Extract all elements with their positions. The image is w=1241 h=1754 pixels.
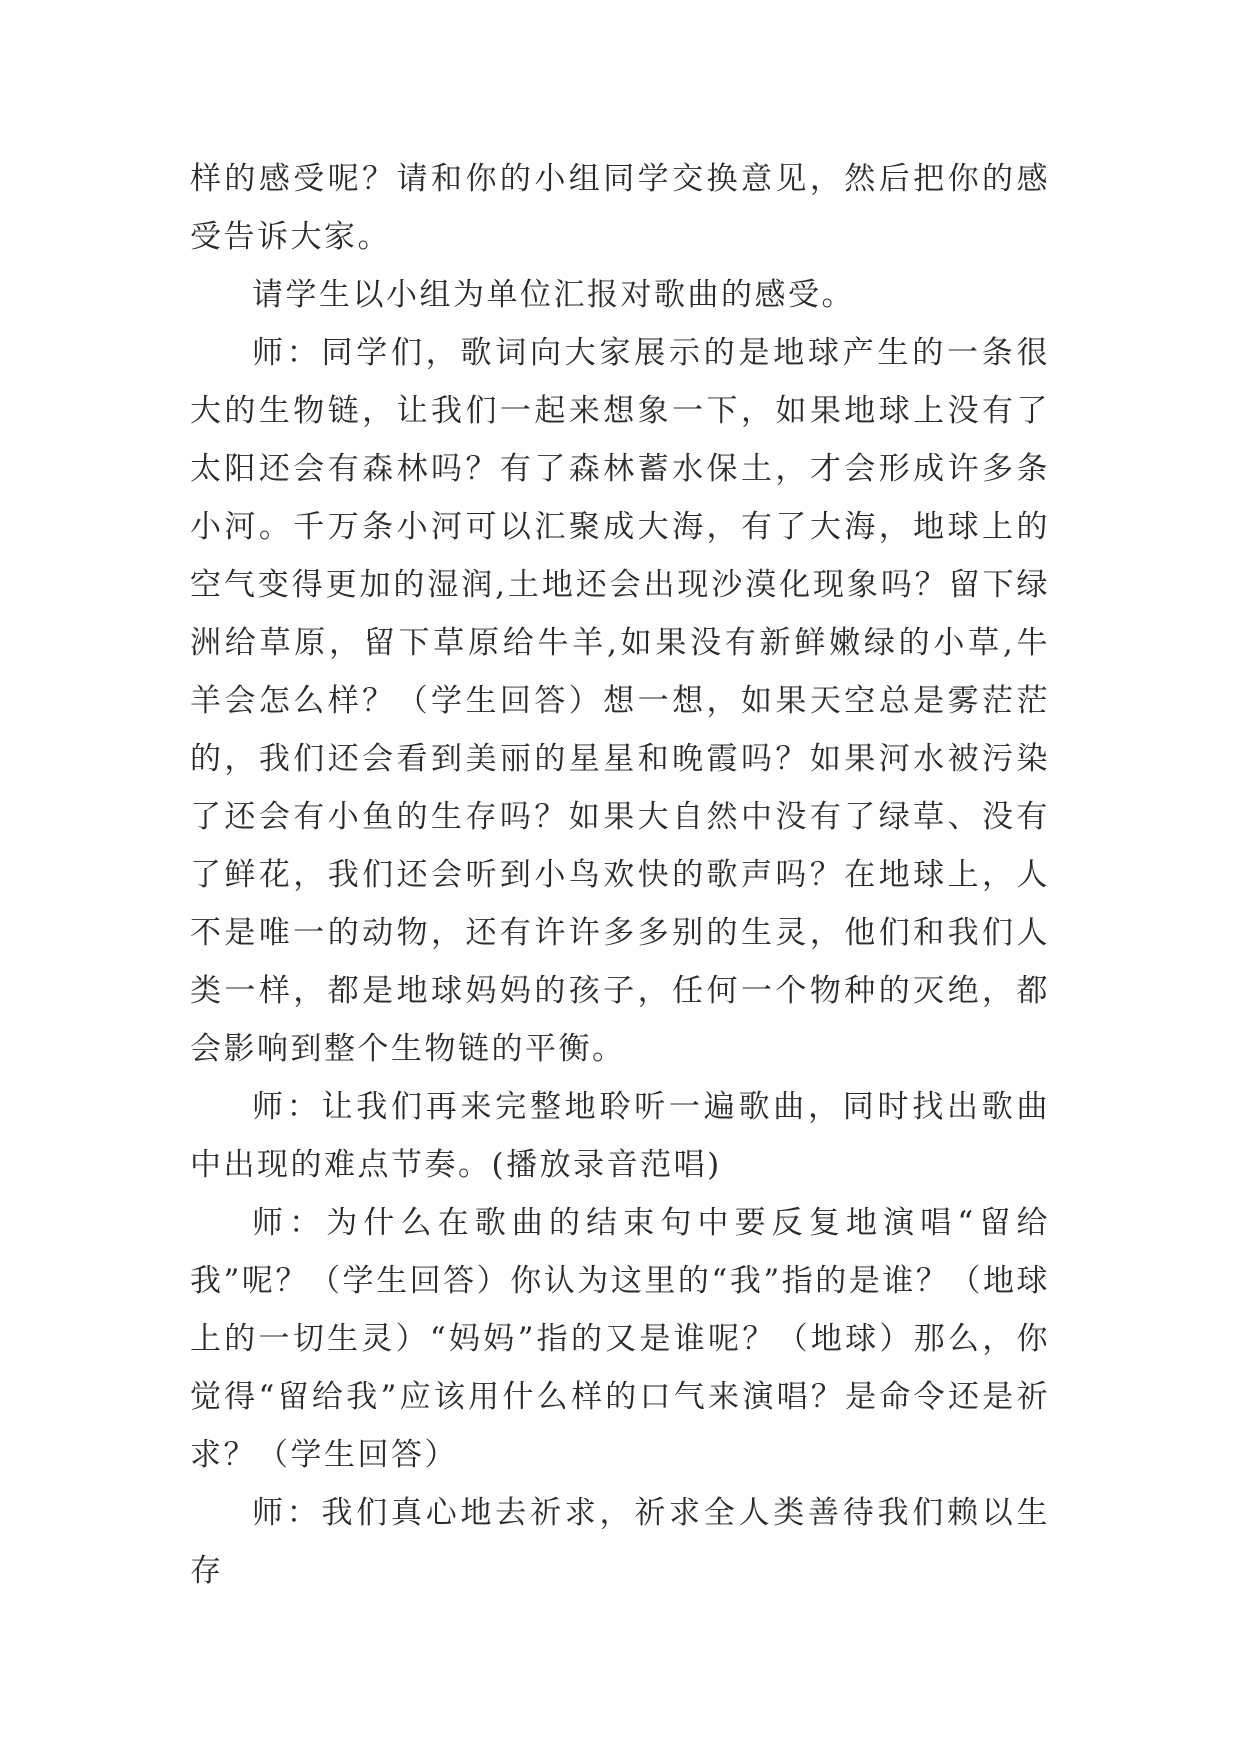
paragraph-1: 样的感受呢？请和你的小组同学交换意见，然后把你的感受告诉大家。	[190, 161, 1050, 255]
paragraph-4: 师：让我们再来完整地聆听一遍歌曲，同时找出歌曲中出现的难点节奏。(播放录音范唱)	[190, 1089, 1050, 1183]
paragraph-3: 师：同学们，歌词向大家展示的是地球产生的一条很大的生物链，让我们一起来想象一下，如果地球上没有了太阳还会有森林吗？有了森林蓄水保土，才会形成许多条小河。千万条小河可以汇聚成大海，有了大海，地球上的空气变得更加的湿润,土地还会出现沙漠化现象吗？留下绿洲给草原，留下草原给牛羊,如果没有新鲜嫩绿的小草,牛羊会怎么样？（学生回答）想一想，如果天空总是雾茫茫的，我们还会看到美丽的星星和晚霞吗？如果河水被污染了还会有小鱼的生存吗？如果大自然中没有了绿草、没有了鲜花，我们还会听到小鸟欢快的歌声吗？在地球上，人不是唯一的动物，还有许许多多别的生灵，他们和我们人类一样，都是地球妈妈的孩子，任何一个物种的灭绝，都会影响到整个生物链的平衡。	[190, 335, 1050, 1067]
document-body	[190, 150, 1050, 1600]
paragraph-2: 请学生以小组为单位汇报对歌曲的感受。	[252, 277, 855, 313]
paragraph-5: 师：为什么在歌曲的结束句中要反复地演唱“留给我”呢？（学生回答）你认为这里的“我”指的是谁？（地球上的一切生灵）“妈妈”指的又是谁呢？（地球）那么，你觉得“留给我”应该用什么样的口气来演唱？是命令还是祈求？（学生回答）	[190, 1205, 1050, 1473]
paragraph-6: 师：我们真心地去祈求，祈求全人类善待我们赖以生存	[190, 1495, 1050, 1589]
